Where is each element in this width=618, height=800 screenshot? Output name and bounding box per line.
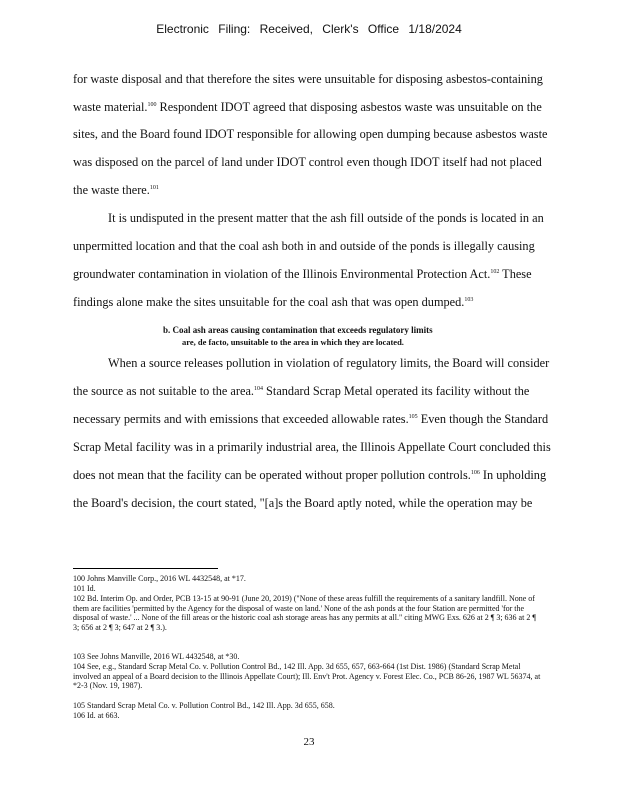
- body-line: sites, and the Board found IDOT responsible for allowing open dumping because asbestos waste: [73, 127, 548, 141]
- body-line: waste material.$^{100}$ Respondent IDOT agreed that disposing asbestos waste was unsuitable on the: [73, 100, 542, 114]
- body-line: When a source releases pollution in violation of regulatory limits, the Board will consider: [108, 356, 550, 370]
- body-line: the waste there.$^{101}$: [73, 183, 159, 197]
- section-heading-cont: are, de facto, unsuitable to the area in which they are located.: [182, 337, 404, 347]
- footnote: 102 Bd. Interim Op. and Order, PCB 13-15 at 90-91 (June 20, 2019) ("None of these areas fulfill the requirements of a sanitary landfill. None of them are facilities 'permitted by the Agency for the disposal of waste on land.' None of the ash ponds at the four Station are permitted 'for the disposal of waste.' ... None of the fill areas or the historic coal ash storage areas has any permits at all." citing MWG Exs. 626 at 2 ¶ 3; 636 at 2 ¶ 3; 656 at 2 ¶ 3; 647 at 2 ¶ 3.).: [73, 594, 536, 632]
- footnote-ref[interactable]: 106: [470, 469, 480, 476]
- section-heading: b. Coal ash areas causing contamination that exceeds regulatory limits: [163, 325, 433, 335]
- body-line: findings alone make the sites unsuitable for the coal ash that was open dumped.$^{103}$: [73, 295, 474, 309]
- footnote-ref[interactable]: 104: [253, 385, 263, 392]
- footnote: 101 Id.: [73, 584, 96, 593]
- filing-header: Electronic Filing: Received, Clerk's Office 1/18/2024: [156, 22, 462, 36]
- body-line: It is undisputed in the present matter that the ash fill outside of the ponds is located in an: [108, 211, 544, 225]
- body-line: was disposed on the parcel of land under IDOT control even though IDOT itself had not placed: [73, 155, 542, 169]
- page-number: 23: [303, 736, 315, 748]
- footnote: 100 Johns Manville Corp., 2016 WL 4432548, at *17.: [73, 574, 246, 583]
- body-line: the Board's decision, the court stated, "[a]s the Board aptly noted, while the operation may be: [73, 496, 533, 510]
- footnote-ref[interactable]: 102: [490, 268, 500, 275]
- footnote-ref[interactable]: 100: [147, 101, 157, 108]
- body-line: does not mean that the facility can be operated without proper pollution controls.$^{106}$ In upholding: [73, 468, 547, 482]
- footnote: 104 See, e.g., Standard Scrap Metal Co. v. Pollution Control Bd., 142 Ill. App. 3d 655, 657, 663-664 (1st Dist. 1986) (Standard Scrap Metal involved an appeal of a Board decision to the Illinois Appellate Court); Ill. Env't Prot. Agency v. Forest Elec. Co., PCB 86-26, 1987 WL 56374, at *2-3 (Nov. 19, 1987).: [73, 662, 541, 691]
- footnote-ref[interactable]: 105: [408, 413, 418, 420]
- body-line: Scrap Metal facility was in a primarily industrial area, the Illinois Appellate Court concluded this: [73, 440, 551, 454]
- footnote-ref[interactable]: 101: [149, 184, 159, 191]
- body-line: the source as not suitable to the area.$^{104}$ Standard Scrap Metal operated its facility without the: [73, 384, 530, 398]
- body-line: groundwater contamination in violation of the Illinois Environmental Protection Act.$^{102}$ These: [73, 267, 532, 281]
- footnote: 103 See Johns Manville, 2016 WL 4432548, at *30.: [73, 652, 240, 661]
- footnote: 105 Standard Scrap Metal Co. v. Pollution Control Bd., 142 Ill. App. 3d 655, 658.: [73, 701, 335, 710]
- footnote-ref[interactable]: 103: [464, 296, 474, 303]
- body-line: unpermitted location and that the coal ash both in and outside of the ponds is illegally causing: [73, 239, 535, 253]
- body-line: for waste disposal and that therefore the sites were unsuitable for disposing asbestos-containing: [73, 72, 543, 86]
- footnote-divider: [73, 568, 218, 569]
- footnote: 106 Id. at 663.: [73, 711, 120, 720]
- body-line: necessary permits and with emissions that exceeded allowable rates.$^{105}$ Even though the Standard: [73, 412, 549, 426]
